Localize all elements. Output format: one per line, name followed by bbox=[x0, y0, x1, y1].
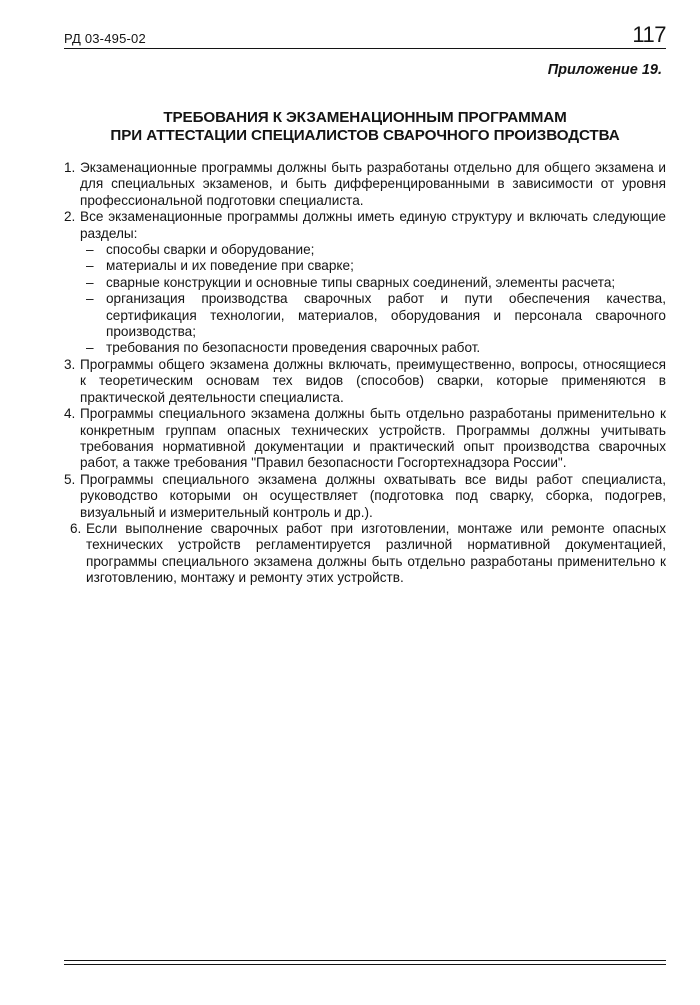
bullet-text: требования по безопасности проведения сварочных работ. bbox=[106, 340, 481, 356]
sections-bullet-list bbox=[64, 242, 666, 357]
appendix-label: Приложение 19. bbox=[547, 62, 662, 78]
bullet-text: организация производства сварочных работ и пути обеспечения качества, сертификация технологии, материалов, оборудования и персонала сварочного производства; bbox=[106, 291, 666, 340]
item-number: 6. bbox=[70, 520, 82, 536]
list-item-5 bbox=[64, 472, 666, 521]
item-number: 1. bbox=[64, 160, 76, 175]
item-text: Программы общего экзамена должны включать, преимущественно, вопросы, относящиеся к теоретическим основам тех видов (способов) сварки, которые применяются в практической деятельности специалиста. bbox=[80, 356, 666, 405]
document-code: РД 03-495-02 bbox=[64, 31, 146, 46]
bullet-text: сварные конструкции и основные типы сварных соединений, элементы расчета; bbox=[106, 274, 616, 290]
item-number: 2. bbox=[64, 209, 76, 225]
list-item-1 bbox=[64, 160, 666, 209]
list-item-6 bbox=[64, 521, 666, 587]
item-number: 4. bbox=[64, 406, 76, 422]
bullet-dash: – bbox=[86, 242, 94, 258]
item-number: 5. bbox=[64, 471, 76, 487]
page-number: 117 bbox=[632, 22, 666, 47]
list-item-2 bbox=[64, 209, 666, 242]
bullet-item bbox=[64, 242, 666, 258]
bullet-dash: – bbox=[86, 274, 94, 290]
item-text: Программы специального экзамена должны охватывать все виды работ специалиста, руководство которыми он осуществляет (подготовка под сварку, сборка, подогрев, визуальный и измерительный контроль и др.). bbox=[80, 471, 666, 520]
list-item-3 bbox=[64, 357, 666, 406]
bullet-text: способы сварки и оборудование; bbox=[106, 242, 315, 258]
footer-divider-bottom bbox=[64, 964, 666, 965]
bullet-text: материалы и их поведение при сварке; bbox=[106, 258, 354, 274]
page-header bbox=[64, 22, 666, 48]
list-item-4 bbox=[64, 406, 666, 472]
bullet-dash: – bbox=[86, 291, 94, 307]
item-text: Программы специального экзамена должны быть отдельно разработаны применительно к конкретным группам опасных технических устройств. Программы должны учитывать требования нормативной документации и практический опыт производства сварочных работ, а также требования "Правил безопасности Госгортехнадзора России". bbox=[80, 406, 666, 471]
bullet-item bbox=[64, 340, 666, 356]
bullet-dash: – bbox=[86, 258, 94, 274]
item-text: Экзаменационные программы должны быть разработаны отдельно для общего экзамена и для специальных экзаменов, и быть дифференцированными в зависимости от уровня профессиональной подготовки специалиста. bbox=[80, 160, 666, 208]
requirements-list bbox=[64, 160, 666, 587]
item-text: Если выполнение сварочных работ при изготовлении, монтаже или ремонте опасных технических устройств регламентируется различной нормативной документацией, программы специального экзамена должны быть отдельно разработаны применительно к изготовлению, монтажу и ремонту этих устройств. bbox=[86, 520, 666, 586]
footer-divider-top bbox=[64, 960, 666, 961]
title-line-2: ПРИ АТТЕСТАЦИИ СПЕЦИАЛИСТОВ СВАРОЧНОГО ПРОИЗВОДСТВА bbox=[110, 127, 620, 144]
bullet-dash: – bbox=[86, 340, 94, 356]
item-text: Все экзаменационные программы должны иметь единую структуру и включать следующие разделы: bbox=[80, 209, 666, 241]
header-divider bbox=[64, 48, 666, 49]
document-title bbox=[64, 109, 666, 145]
title-line-1: ТРЕБОВАНИЯ К ЭКЗАМЕНАЦИОННЫМ ПРОГРАММАМ bbox=[163, 109, 567, 126]
item-number: 3. bbox=[64, 356, 76, 372]
bullet-item bbox=[64, 275, 666, 291]
bullet-item bbox=[64, 258, 666, 274]
bullet-item bbox=[64, 291, 666, 340]
